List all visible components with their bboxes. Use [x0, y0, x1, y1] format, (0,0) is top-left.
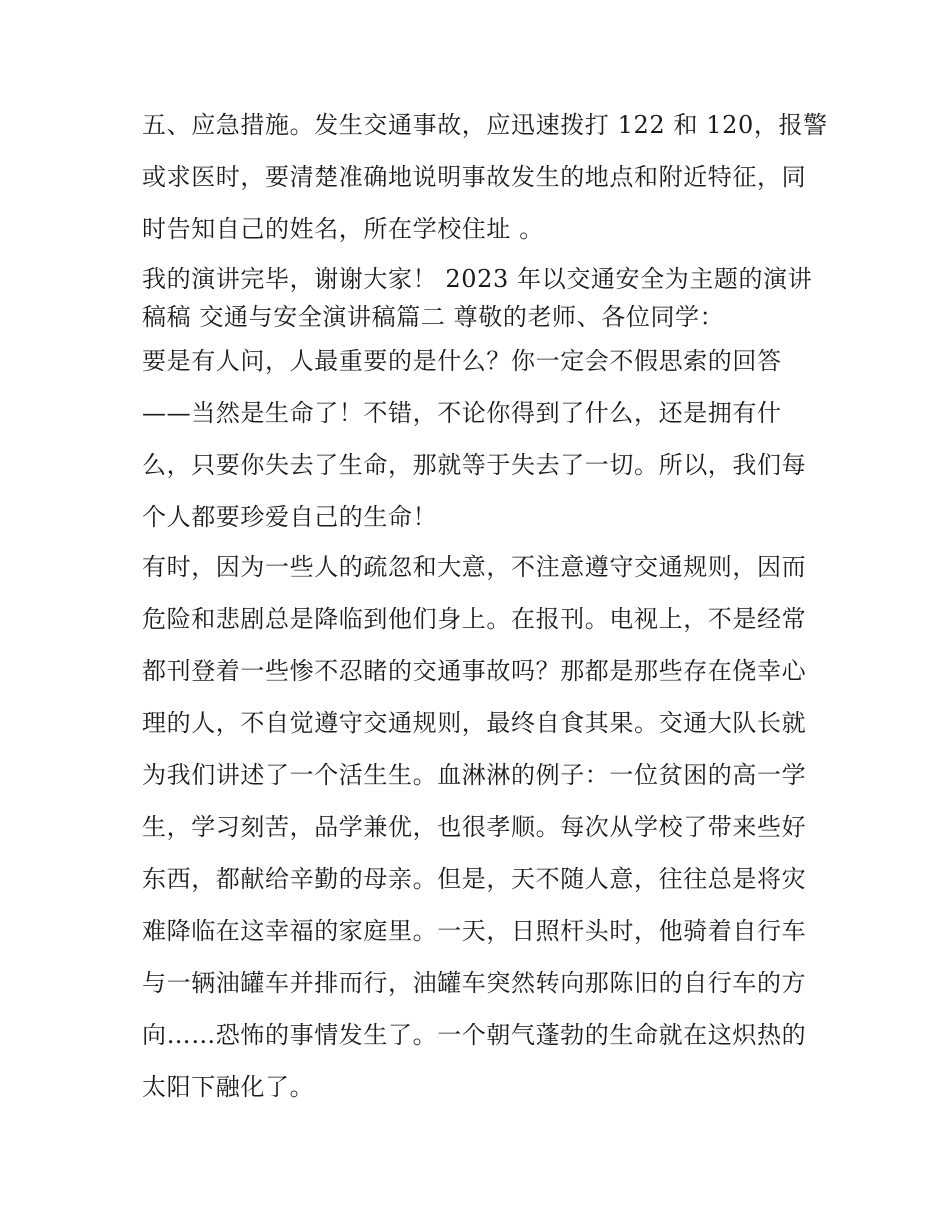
text-line: 五、应急措施。发生交通事故，应迅速拨打 122 和 120，报警: [142, 111, 828, 139]
text-line: 时告知自己的姓名，所在学校住址 。: [142, 215, 544, 243]
text-line: 稿稿 交通与安全演讲稿篇二 尊敬的老师、各位同学：: [142, 303, 725, 331]
text-line: 我的演讲完毕，谢谢大家！ 2023 年以交通安全为主题的演讲: [142, 265, 813, 293]
text-line: ——当然是生命了！不错，不论你得到了什么，还是拥有什: [142, 399, 782, 427]
text-line: 东西，都献给辛勤的母亲。但是，天不随人意，往往总是将灾: [142, 865, 807, 893]
text-line: 太阳下融化了。: [142, 1073, 315, 1101]
text-line: 与一辆油罐车并排而行，油罐车突然转向那陈旧的自行车的方: [142, 969, 807, 997]
text-line: 生，学习刻苦，品学兼优，也很孝顺。每次从学校了带来些好: [142, 813, 807, 841]
text-line: 为我们讲述了一个活生生。血淋淋的例子：一位贫困的高一学: [142, 761, 807, 789]
text-line: 或求医时，要清楚准确地说明事故发生的地点和附近特征，同: [142, 163, 807, 191]
text-line: 危险和悲剧总是降临到他们身上。在报刊。电视上，不是经常: [142, 605, 807, 633]
text-line: 向……恐怖的事情发生了。一个朝气蓬勃的生命就在这炽热的: [142, 1021, 807, 1049]
text-line: 有时，因为一些人的疏忽和大意，不注意遵守交通规则，因而: [142, 553, 807, 581]
document-page: [142, 110, 828, 1102]
text-line: 难降临在这幸福的家庭里。一天，日照杆头时，他骑着自行车: [142, 917, 807, 945]
text-line: 都刊登着一些惨不忍睹的交通事故吗？那都是那些存在侥幸心: [142, 657, 807, 685]
text-line: 要是有人问，人最重要的是什么？你一定会不假思索的回答: [142, 347, 782, 375]
text-line: 个人都要珍爱自己的生命！: [142, 503, 438, 531]
text-line: 理的人，不自觉遵守交通规则，最终自食其果。交通大队长就: [142, 709, 807, 737]
text-line: 么，只要你失去了生命，那就等于失去了一切。所以，我们每: [142, 451, 807, 479]
